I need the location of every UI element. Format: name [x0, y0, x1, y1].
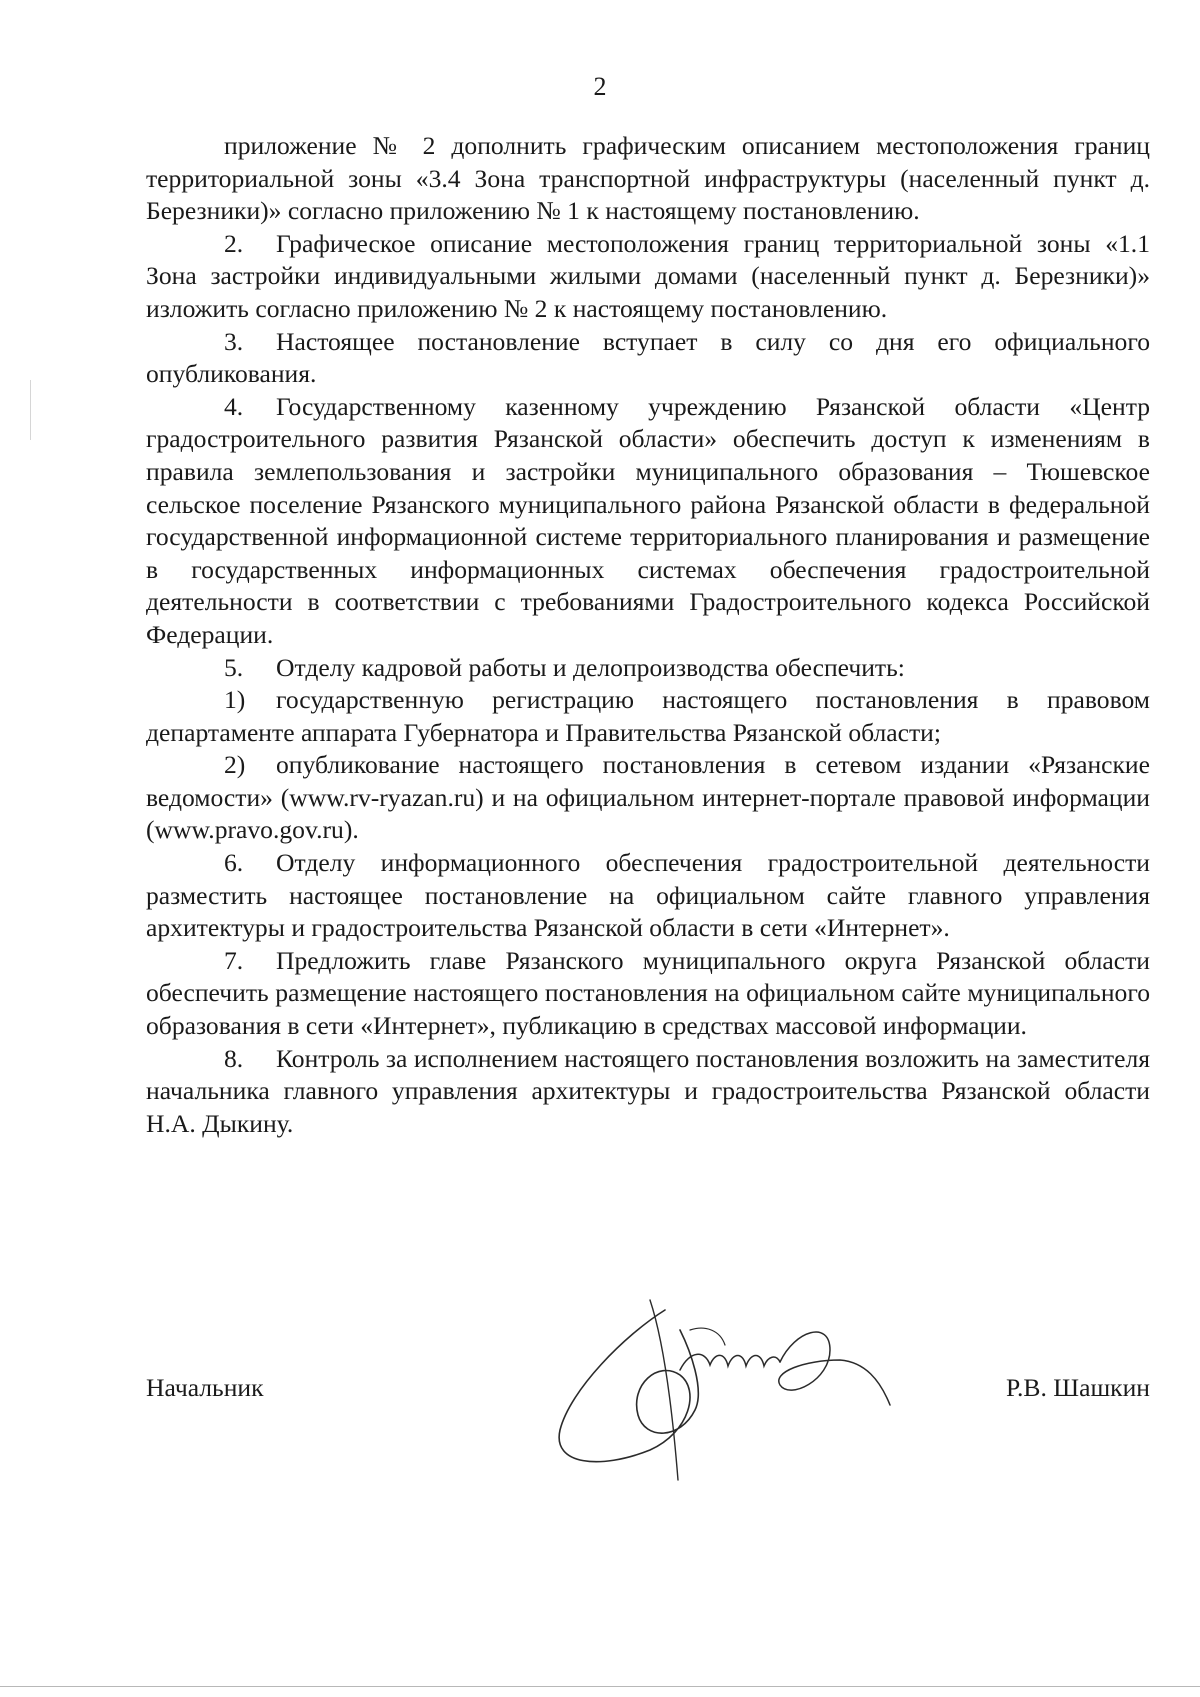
- paragraph-5: [146, 652, 1150, 685]
- subparagraph-number: 1): [224, 685, 246, 715]
- paragraph-text: Отделу кадровой работы и делопроизводства обеспечить:: [276, 652, 905, 682]
- paragraph-number: 7.: [224, 945, 244, 975]
- paragraph-number: 6.: [224, 848, 244, 878]
- subparagraph-5-2: [146, 749, 1150, 847]
- signatory-title: Начальник: [146, 1373, 264, 1402]
- paragraph-text: Настоящее постановление вступает в силу со дня его официального опубликования.: [146, 326, 1150, 389]
- paragraph-text: Государственному казенному учреждению Рязанской области «Центр градостроительного развития Рязанской области» обеспечить доступ к изменениям в правила землепользования и застройки муниципального образования – Тюшевское сельское поселение Рязанского муниципального района Рязанской области в федеральной государственной информационной системе территориального планирования и размещение в государственных информационных системах обеспечения градостроительной деятельности в соответствии с требованиями Градостроительного кодекса Российской Федерации.: [146, 391, 1150, 649]
- paragraph-text: Контроль за исполнением настоящего постановления возложить на заместителя начальника главного управления архитектуры и градостроительства Рязанской области Н.А. Дыкину.: [146, 1043, 1150, 1138]
- paragraph-number: 8.: [224, 1043, 244, 1073]
- paragraph-4: [146, 391, 1150, 652]
- paragraph-8: [146, 1043, 1150, 1141]
- subparagraph-number: 2): [224, 750, 246, 780]
- paragraph-text: Предложить главе Рязанского муниципального округа Рязанской области обеспечить размещение настоящего постановления на официальном сайте муниципального образования в сети «Интернет», публикацию в средствах массовой информации.: [146, 945, 1150, 1041]
- paragraph-number: 4.: [224, 391, 244, 421]
- paragraph-text: приложение № 2 дополнить графическим описанием местоположения границ территориальной зоны «3.4 Зона транспортной инфраструктуры (населенный пункт д. Березники)» согласно приложению № 1 к настоящему постановлению.: [146, 131, 1150, 226]
- scan-artifact: [30, 380, 31, 440]
- paragraph-text: Графическое описание местоположения границ территориальной зоны «1.1 Зона застройки индивидуальными жилыми домами (населенный пункт д. Березники)» изложить согласно приложению № 2 к настоящему постановлению.: [146, 228, 1150, 323]
- signature-block: [146, 1373, 1150, 1413]
- paragraph-text: Отделу информационного обеспечения градостроительной деятельности разместить настоящее постановление на официальном сайте главного управления архитектуры и градостроительства Рязанской области в сети «Интернет».: [146, 848, 1150, 943]
- paragraph-2: [146, 228, 1150, 326]
- subparagraph-5-1: [146, 684, 1150, 749]
- paragraph-6: [146, 847, 1150, 945]
- paragraph-7: [146, 945, 1150, 1043]
- paragraph-number: 5.: [224, 652, 244, 682]
- paragraph-number: 3.: [224, 326, 244, 356]
- paragraph-text: опубликование настоящего постановления в сетевом издании «Рязанские ведомости» (www.rv-ryazan.ru) и на официальном интернет-портале правовой информации (www.pravo.gov.ru).: [146, 750, 1150, 845]
- signatory-name: Р.В. Шашкин: [1005, 1373, 1150, 1402]
- paragraph-number: 2.: [224, 228, 244, 258]
- page-number: 2: [593, 72, 607, 101]
- paragraph-text: государственную регистрацию настоящего постановления в правовом департаменте аппарата Губернатора и Правительства Рязанской области;: [146, 685, 1150, 747]
- scan-artifact: [0, 1686, 1200, 1687]
- paragraph-3: [146, 326, 1150, 391]
- paragraph-continuation: [146, 130, 1150, 228]
- document-body: [146, 130, 1150, 1140]
